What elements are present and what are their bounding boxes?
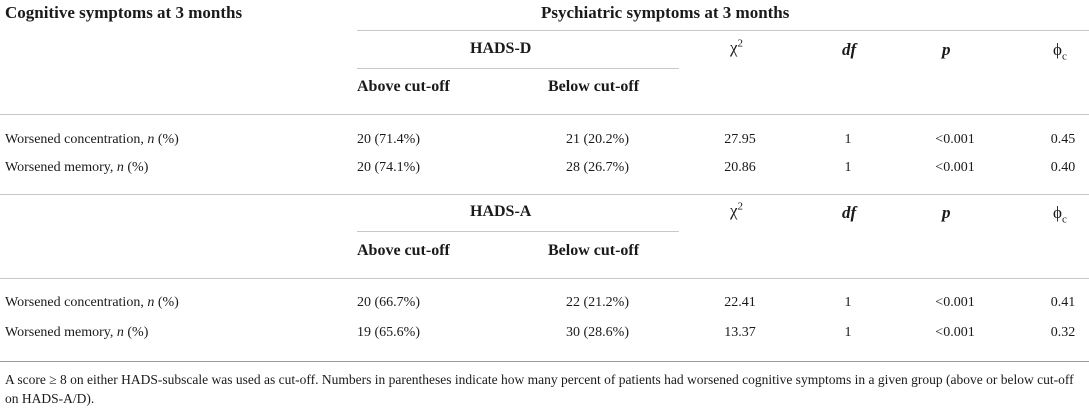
above-cutoff-header: Above cut-off (357, 78, 450, 95)
chi2-value: 13.37 (724, 325, 756, 340)
above-cutoff-header: Above cut-off (357, 242, 450, 259)
df-value: 1 (844, 160, 852, 175)
row-label: Worsened concentration, n (%) (5, 132, 179, 147)
above-value: 20 (71.4%) (357, 132, 420, 147)
below-value: 21 (20.2%) (566, 132, 629, 147)
chi-square-header: $\chi^2$ (730, 37, 744, 57)
section-rule (0, 114, 1089, 115)
below-value: 22 (21.2%) (566, 295, 629, 310)
p-value: <0.001 (935, 160, 975, 175)
subheader-rule (357, 231, 679, 232)
below-value: 30 (28.6%) (566, 325, 629, 340)
section-divider (0, 194, 1089, 195)
row-label: Worsened concentration, n (%) (5, 295, 179, 310)
df-value: 1 (844, 132, 852, 147)
df-value: 1 (844, 295, 852, 310)
p-header: p (942, 203, 951, 222)
p-value: <0.001 (935, 295, 975, 310)
cognitive-header: Cognitive symptoms at 3 months (5, 3, 243, 22)
below-cutoff-header: Below cut-off (548, 242, 640, 259)
below-cutoff-header: Below cut-off (548, 78, 640, 95)
p-value: <0.001 (935, 132, 975, 147)
p-value: <0.001 (935, 325, 975, 340)
subheader-rule (357, 68, 679, 69)
phi-value: 0.40 (1050, 160, 1076, 175)
scale-label-hads-a: HADS-A (470, 203, 532, 220)
row-label: Worsened memory, n (%) (5, 160, 149, 175)
chi2-value: 22.41 (724, 295, 756, 310)
above-value: 20 (66.7%) (357, 295, 420, 310)
section-rule (0, 278, 1089, 279)
table-footnote: A score ≥ 8 on either HADS-subscale was used as cut-off. Numbers in parentheses indicate how many percent of patients had worsened cognitive symptoms in a given group (above or below cut-off on HADS-A/D). (5, 372, 1074, 406)
above-value: 19 (65.6%) (357, 325, 420, 340)
phi-value: 0.32 (1050, 325, 1076, 340)
df-header: df (842, 203, 857, 222)
scale-label-hads-d: HADS-D (470, 40, 532, 57)
psychiatric-header: Psychiatric symptoms at 3 months (541, 3, 790, 22)
phi-value: 0.45 (1050, 132, 1076, 147)
above-value: 20 (74.1%) (357, 160, 420, 175)
table-bottom-rule (0, 361, 1089, 362)
p-header: p (942, 40, 951, 59)
below-value: 28 (26.7%) (566, 160, 629, 175)
row-label: Worsened memory, n (%) (5, 325, 149, 340)
df-value: 1 (844, 325, 852, 340)
phi-header: $\phi_c$ (1053, 40, 1067, 63)
phi-value: 0.41 (1050, 295, 1076, 310)
df-header: df (842, 40, 857, 59)
header-rule (357, 30, 1089, 31)
phi-header: $\phi_c$ (1053, 203, 1067, 226)
chi2-value: 27.95 (724, 132, 756, 147)
chi2-value: 20.86 (724, 160, 756, 175)
chi-square-header: $\chi^2$ (730, 200, 744, 220)
